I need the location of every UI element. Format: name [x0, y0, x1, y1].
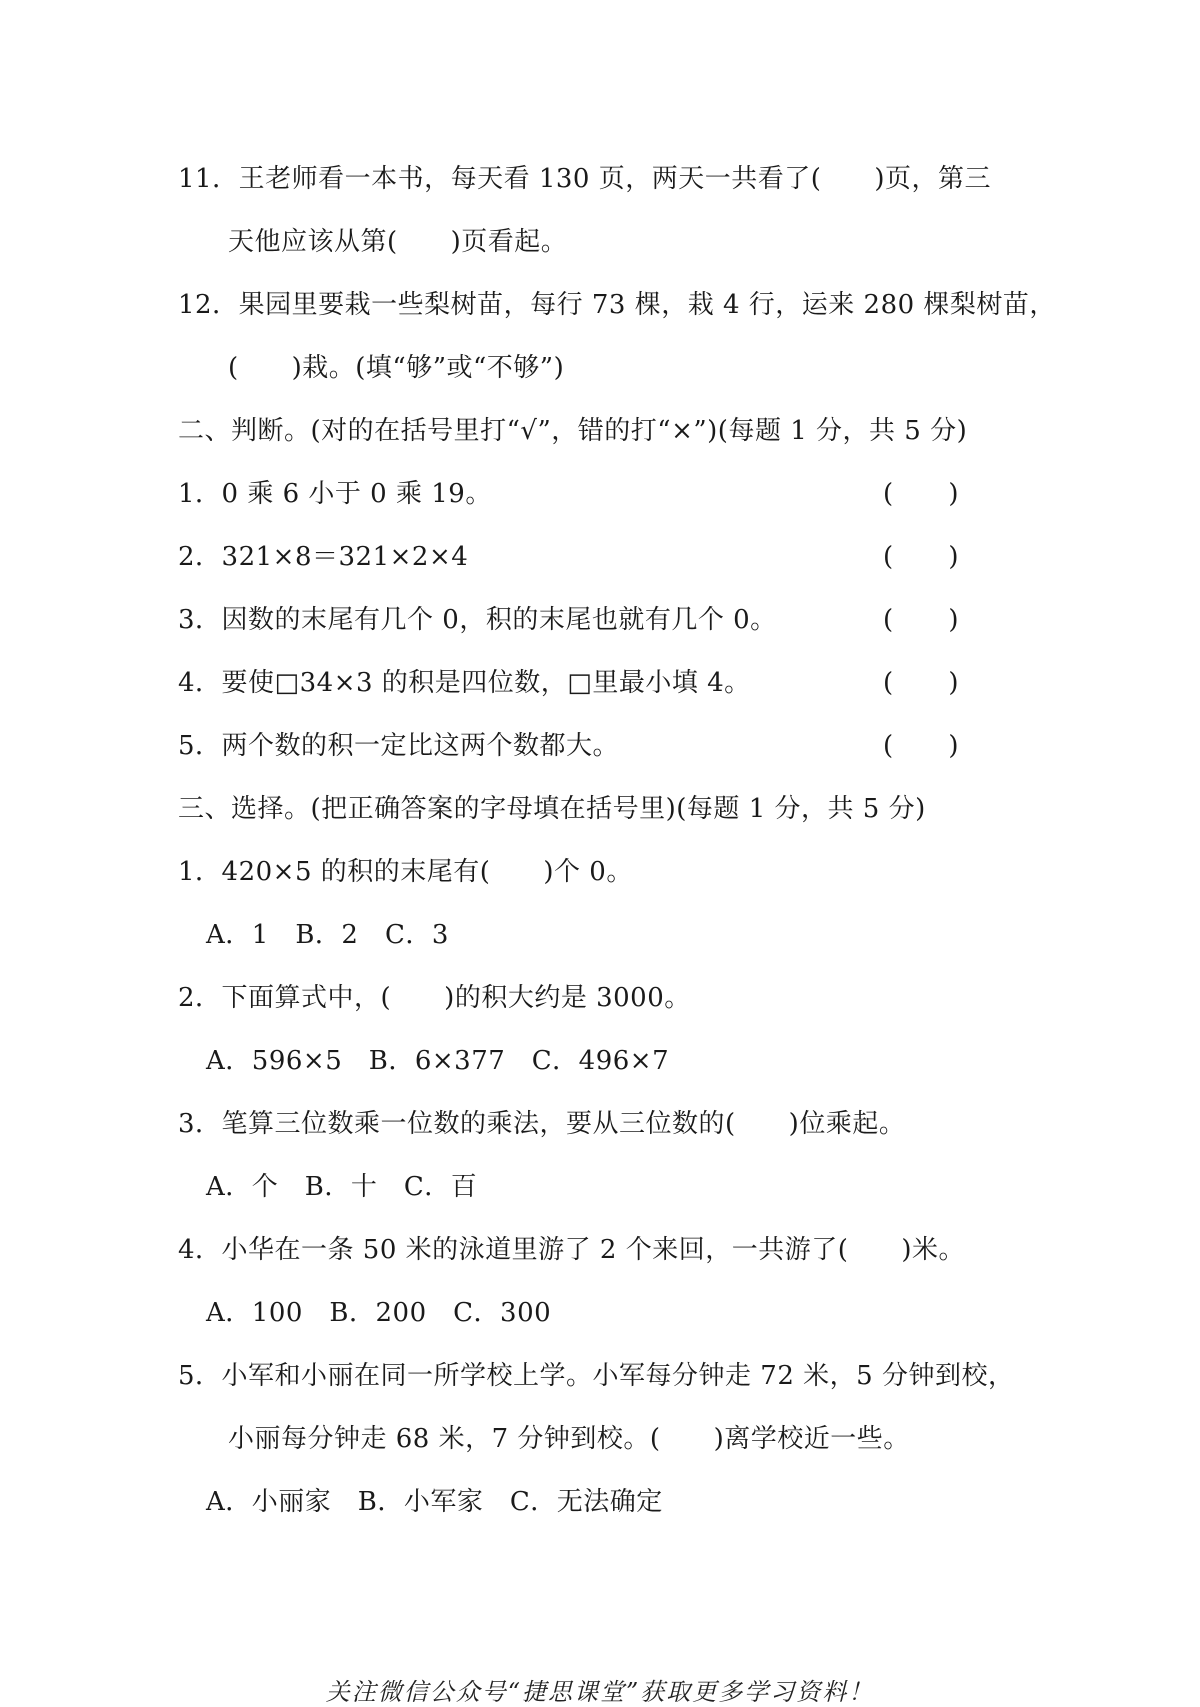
bracket-close: ) — [948, 542, 959, 572]
answer-bracket-2[interactable] — [883, 537, 959, 577]
question-11-line1: 11．王老师看一本书，每天看 130 页，两天一共看了( )页，第三 — [178, 164, 992, 194]
choice-question-5-line1: 5．小军和小丽在同一所学校上学。小军每分钟走 72 米，5 分钟到校， — [178, 1361, 1015, 1391]
bracket-open: ( — [883, 479, 894, 509]
judge-item-text: 1．0 乘 6 小于 0 乘 19。 — [178, 479, 492, 509]
choice-question-1: 1．420×5 的积的末尾有( )个 0。 — [178, 857, 633, 887]
judge-item-text: 2．321×8＝321×2×4 — [178, 542, 469, 572]
bracket-close: ) — [948, 479, 959, 509]
judge-item-text: 5．两个数的积一定比这两个数都大。 — [178, 731, 620, 761]
bracket-open: ( — [883, 605, 894, 635]
choice-options-3: A．个 B．十 C．百 — [206, 1172, 478, 1202]
footer-promo-text: 关注微信公众号“捷思课堂”获取更多学习资料！ — [325, 1678, 875, 1706]
judge-item-5 — [178, 726, 619, 766]
answer-bracket-4[interactable] — [883, 663, 959, 703]
question-12-line2: ( )栽。(填“够”或“不够”) — [228, 353, 565, 383]
judge-item-3 — [178, 600, 777, 640]
choice-options-5: A．小丽家 B．小军家 C．无法确定 — [206, 1487, 663, 1517]
choice-options-4: A．100 B．200 C．300 — [206, 1298, 552, 1328]
answer-bracket-5[interactable] — [883, 726, 959, 766]
bracket-close: ) — [948, 668, 959, 698]
judge-item-1 — [178, 474, 492, 514]
choice-question-2: 2．下面算式中，( )的积大约是 3000。 — [178, 983, 691, 1013]
choice-question-4: 4．小华在一条 50 米的泳道里游了 2 个来回，一共游了( )米。 — [178, 1235, 966, 1265]
bracket-open: ( — [883, 668, 894, 698]
question-11-line2: 天他应该从第( )页看起。 — [228, 227, 568, 257]
question-12-line1: 12．果园里要栽一些梨树苗，每行 73 棵，栽 4 行，运来 280 棵梨树苗， — [178, 290, 1056, 320]
bracket-open: ( — [883, 731, 894, 761]
section-3-heading: 三、选择。(把正确答案的字母填在括号里)(每题 1 分，共 5 分) — [178, 794, 926, 824]
choice-options-2: A．596×5 B．6×377 C．496×7 — [206, 1046, 670, 1076]
answer-bracket-3[interactable] — [883, 600, 959, 640]
judge-item-text: 3．因数的末尾有几个 0，积的末尾也就有几个 0。 — [178, 605, 777, 635]
judge-item-4 — [178, 663, 751, 703]
bracket-close: ) — [948, 731, 959, 761]
judge-item-text: 4．要使□34×3 的积是四位数，□里最小填 4。 — [178, 668, 751, 698]
choice-options-1: A．1 B．2 C．3 — [206, 920, 449, 950]
judge-item-2 — [178, 537, 468, 577]
bracket-open: ( — [883, 542, 894, 572]
section-2-heading: 二、判断。(对的在括号里打“√”，错的打“×”)(每题 1 分，共 5 分) — [178, 416, 968, 446]
answer-bracket-1[interactable] — [883, 474, 959, 514]
choice-question-5-line2: 小丽每分钟走 68 米，7 分钟到校。( )离学校近一些。 — [228, 1424, 910, 1454]
bracket-close: ) — [948, 605, 959, 635]
choice-question-3: 3．笔算三位数乘一位数的乘法，要从三位数的( )位乘起。 — [178, 1109, 906, 1139]
